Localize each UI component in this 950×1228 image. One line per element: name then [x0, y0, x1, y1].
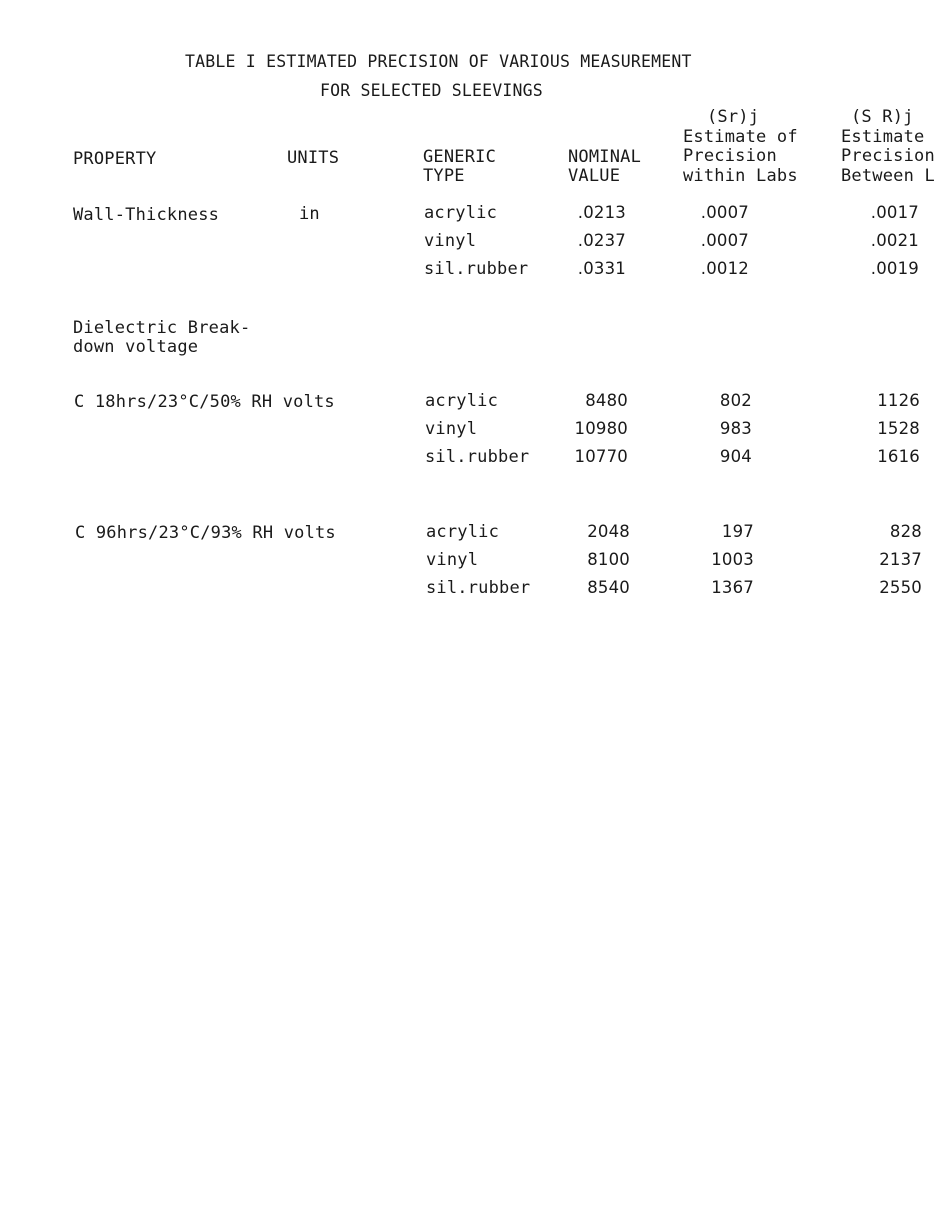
header-between-labs-line-2: Estimate	[841, 126, 925, 147]
row-type: sil.rubber	[425, 447, 530, 467]
property-wall-thickness: Wall-Thickness	[73, 205, 220, 225]
header-nominal-value	[568, 148, 641, 186]
row-between: .0017	[870, 203, 919, 222]
row-type: acrylic	[425, 391, 499, 411]
row-nominal: 8480	[585, 391, 628, 410]
table-title-line-2: FOR SELECTED SLEEVINGS	[320, 81, 543, 100]
row-type: sil.rubber	[426, 578, 531, 598]
row-nominal: 2048	[587, 522, 630, 541]
row-between: 1126	[877, 391, 920, 410]
row-within: 1003	[711, 550, 754, 569]
row-type: acrylic	[424, 203, 498, 223]
table-title-line-1: TABLE I ESTIMATED PRECISION OF VARIOUS MEASUREMENT	[185, 52, 692, 71]
row-within: 904	[719, 447, 752, 466]
row-between: 2137	[879, 550, 922, 569]
row-type: vinyl	[426, 550, 479, 570]
row-between: 2550	[879, 578, 922, 597]
row-between: 1616	[877, 447, 920, 466]
header-between-labs-line-3: Precision	[841, 146, 935, 166]
row-within: 802	[719, 391, 752, 410]
header-within-labs-line-3: Precision	[683, 146, 777, 166]
header-generic-type-line-1: GENERIC	[423, 147, 497, 167]
row-within: .0012	[700, 259, 749, 278]
header-within-labs-line-4: within Labs	[683, 165, 798, 186]
property-condition-96hrs: C 96hrs/23°C/93% RH volts	[75, 523, 336, 543]
row-between: 828	[889, 522, 922, 541]
row-nominal: 10770	[574, 447, 628, 466]
row-within: 1367	[711, 578, 754, 597]
row-within: .0007	[700, 231, 749, 250]
header-property: PROPERTY	[73, 149, 157, 169]
header-units: UNITS	[287, 148, 340, 168]
property-condition-18hrs: C 18hrs/23°C/50% RH volts	[74, 392, 335, 412]
row-nominal: 8100	[587, 550, 630, 569]
header-nominal-value-line-2: VALUE	[568, 166, 621, 186]
row-nominal: 10980	[574, 419, 628, 438]
row-between: 1528	[877, 419, 920, 438]
row-type: vinyl	[424, 231, 477, 251]
row-nominal: .0331	[577, 259, 626, 278]
property-dielectric-breakdown	[73, 319, 250, 357]
row-nominal: .0237	[577, 231, 626, 250]
property-dielectric-line-2: down voltage	[73, 337, 199, 357]
property-dielectric-line-1: Dielectric Break-	[73, 318, 251, 338]
row-within: .0007	[700, 203, 749, 222]
row-type: acrylic	[426, 522, 500, 542]
header-generic-type	[423, 148, 496, 186]
header-between-labs-line-4: Between L	[841, 165, 935, 186]
row-type: vinyl	[425, 419, 478, 439]
row-type: sil.rubber	[424, 259, 529, 279]
header-within-labs-line-1: (Sr)j	[707, 107, 760, 127]
row-within: 197	[721, 522, 754, 541]
header-within-labs-line-2: Estimate of	[683, 126, 798, 147]
row-nominal: 8540	[587, 578, 630, 597]
header-nominal-value-line-1: NOMINAL	[568, 147, 642, 167]
header-generic-type-line-2: TYPE	[423, 166, 465, 186]
row-between: .0019	[870, 259, 919, 278]
row-between: .0021	[870, 231, 919, 250]
header-between-labs-line-1: (S R)j	[851, 107, 914, 127]
row-within: 983	[719, 419, 752, 438]
row-nominal: .0213	[577, 203, 626, 222]
units-wall-thickness: in	[299, 204, 320, 224]
header-between-labs	[841, 108, 935, 186]
header-within-labs	[683, 108, 798, 186]
